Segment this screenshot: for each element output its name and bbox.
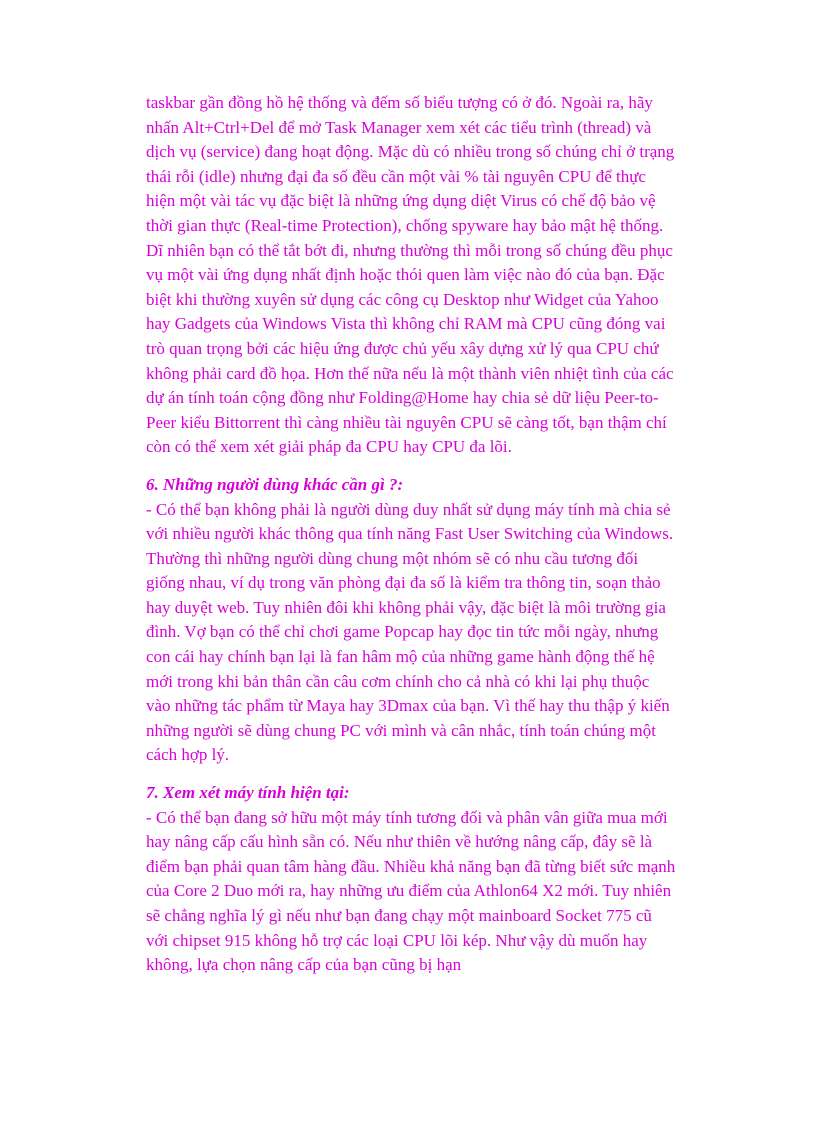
section-6-heading: 6. Những người dùng khác cần gì ?: xyxy=(146,474,404,494)
document-page xyxy=(146,91,676,978)
section-7-body: - Có thể bạn đang sở hữu một máy tính tương đối và phân vân giữa mua mới hay nâng cấp cấu hình sẵn có. Nếu như thiên về hướng nâng cấp, đây sẽ là điểm bạn phải quan tâm hàng đầu. Nhiều khả năng bạn đã từng biết sức mạnh của Core 2 Duo mới ra, hay những ưu điểm của Athlon64 X2 mới. Tuy nhiên sẽ chẳng nghĩa lý gì nếu như bạn đang chạy một mainboard Socket 775 cũ với chipset 915 không hỗ trợ các loại CPU lõi kép. Như vậy dù muốn hay không, lựa chọn nâng cấp của bạn cũng bị hạn xyxy=(146,807,676,975)
intro-paragraph: taskbar gần đồng hồ hệ thống và đếm số biểu tượng có ở đó. Ngoài ra, hãy nhấn Alt+Ctrl+Del để mở Task Manager xem xét các tiểu trình (thread) và dịch vụ (service) đang hoạt động. Mặc dù có nhiều trong số chúng chỉ ở trạng thái rỗi (idle) nhưng đại đa số đều cần một vài % tài nguyên CPU để thực hiện một vài tác vụ đặc biệt là những ứng dụng diệt Virus có chế độ bảo vệ thời gian thực (Real-time Protection), chống spyware hay bảo mật hệ thống. Dĩ nhiên bạn có thể tắt bớt đi, nhưng thường thì mỗi trong số chúng đều phục vụ một vài ứng dụng nhất định hoặc thói quen làm việc nào đó của bạn. Đặc biệt khi thường xuyên sử dụng các công cụ Desktop như Widget của Yahoo hay Gadgets của Windows Vista thì không chỉ RAM mà CPU cũng đóng vai trò quan trọng bởi các hiệu ứng được chủ yếu xây dựng xử lý qua CPU chứ không phải card đồ họa. Hơn thế nữa nếu là một thành viên nhiệt tình của các dự án tính toán cộng đồng như Folding@Home hay chia sẻ dữ liệu Peer-to-Peer kiểu Bittorrent thì càng nhiều tài nguyên CPU sẽ càng tốt, bạn thậm chí còn có thể xem xét giải pháp đa CPU hay CPU đa lõi. xyxy=(146,93,675,457)
section-7-heading: 7. Xem xét máy tính hiện tại: xyxy=(146,783,350,803)
section-6-body: - Có thể bạn không phải là người dùng duy nhất sử dụng máy tính mà chia sẻ với nhiều người khác thông qua tính năng Fast User Switching của Windows. Thường thì những người dùng chung một nhóm sẽ có nhu cầu tương đối giống nhau, ví dụ trong văn phòng đại đa số là kiểm tra thông tin, soạn thảo hay duyệt web. Tuy nhiên đôi khi không phải vậy, đặc biệt là môi trường gia đình. Vợ bạn có thể chỉ chơi game Popcap hay đọc tin tức mỗi ngày, nhưng con cái hay chính bạn lại là fan hâm mộ của những game hành động thế hệ mới trong khi bản thân cần câu cơm chính cho cả nhà có khi lại phụ thuộc vào những tác phẩm từ Maya hay 3Dmax của bạn. Vì thế hay thu thập ý kiến những người sẽ dùng chung PC với mình và cân nhắc, tính toán chúng một cách hợp lý. xyxy=(146,499,674,765)
